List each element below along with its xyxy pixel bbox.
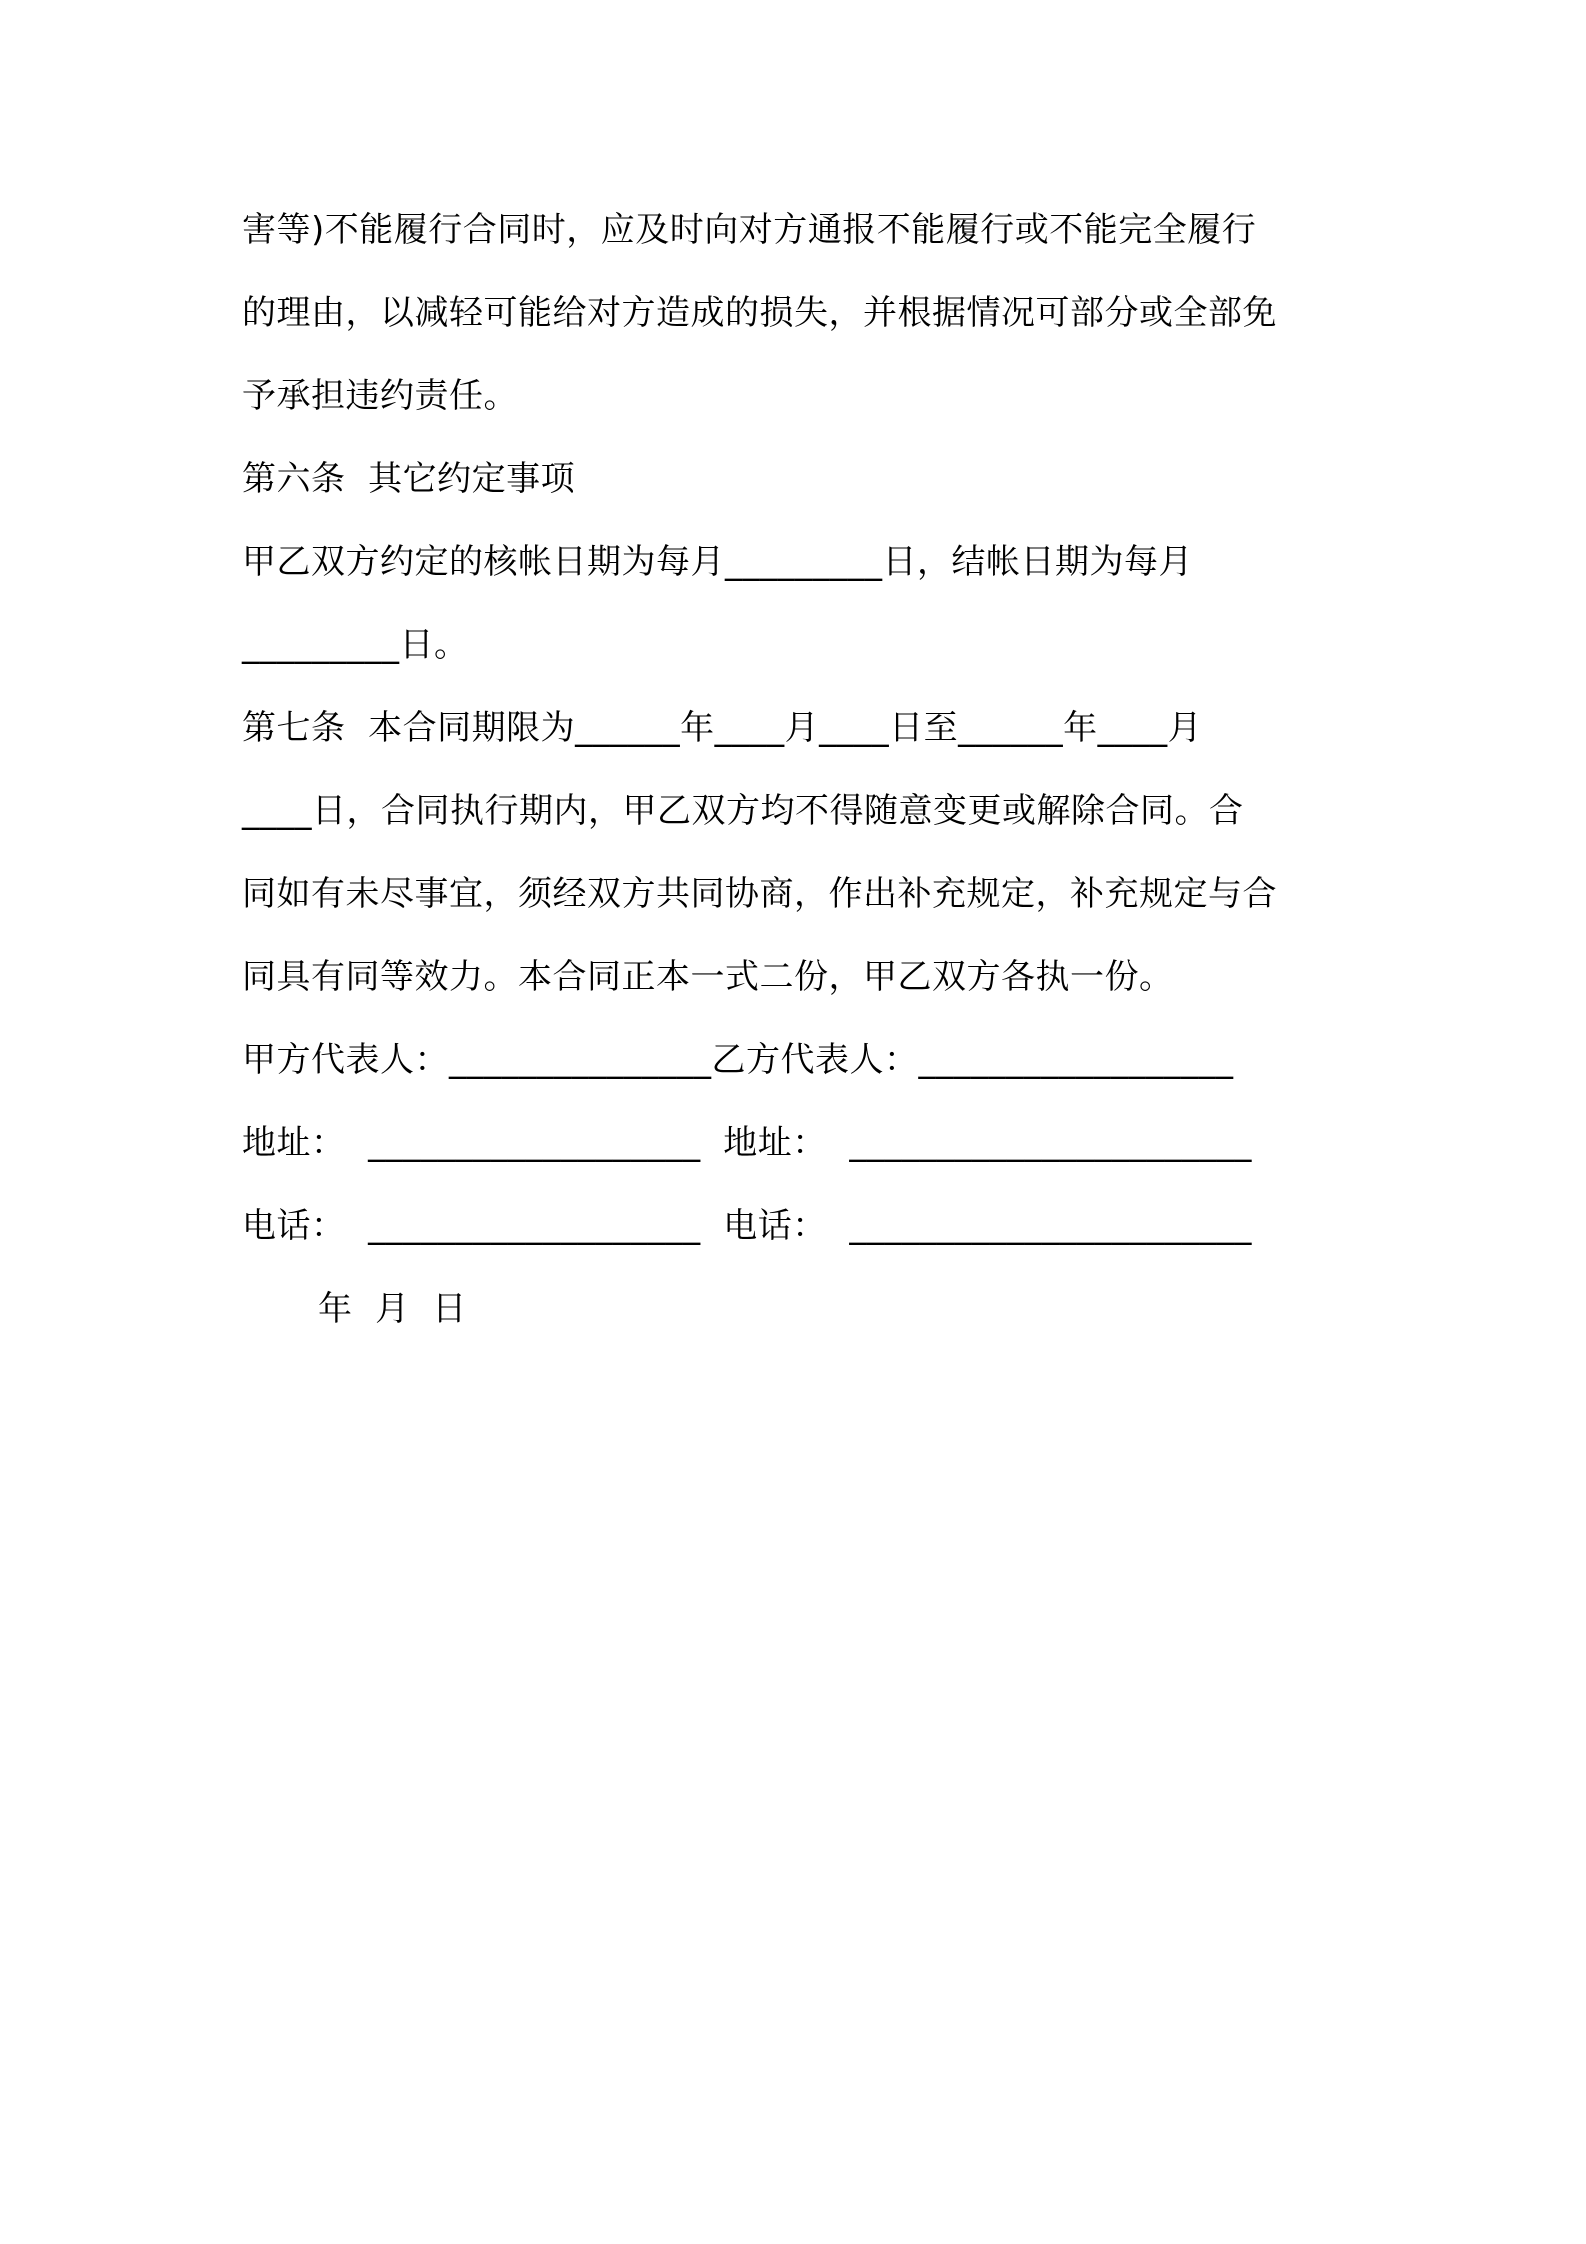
paragraph-line-2: 的理由，以减轻可能给对方造成的损失，并根据情况可部分或全部免 <box>242 293 1277 333</box>
representative-signature-line: 甲方代表人：_______________乙方代表人：__________________ <box>242 1040 1234 1080</box>
article-7-line-4: 同具有同等效力。本合同正本一式二份，甲乙双方各执一份。 <box>242 957 1174 997</box>
article-7-line-3: 同如有未尽事宜，须经双方共同协商，作出补充规定，补充规定与合 <box>242 874 1277 914</box>
paragraph-line-1: 害等)不能履行合同时，应及时向对方通报不能履行或不能完全履行 <box>242 210 1257 250</box>
settlement-date-line-2: _________日。 <box>242 625 469 665</box>
article-7-line-2: ____日，合同执行期内，甲乙双方均不得随意变更或解除合同。合 <box>242 791 1244 831</box>
phone-line: 电话： ___________________ 电话： _______________________ <box>242 1206 1252 1246</box>
article-7-line-1: 第七条 本合同期限为______年____月____日至______年____月 <box>242 708 1203 748</box>
article-6-heading: 第六条 其它约定事项 <box>242 459 576 499</box>
date-line: 年 月 日 <box>318 1289 467 1329</box>
paragraph-line-3: 予承担违约责任。 <box>242 376 518 416</box>
settlement-date-line-1: 甲乙双方约定的核帐日期为每月_________日，结帐日期为每月 <box>242 542 1193 582</box>
address-line: 地址： ___________________ 地址： _______________________ <box>242 1123 1252 1163</box>
